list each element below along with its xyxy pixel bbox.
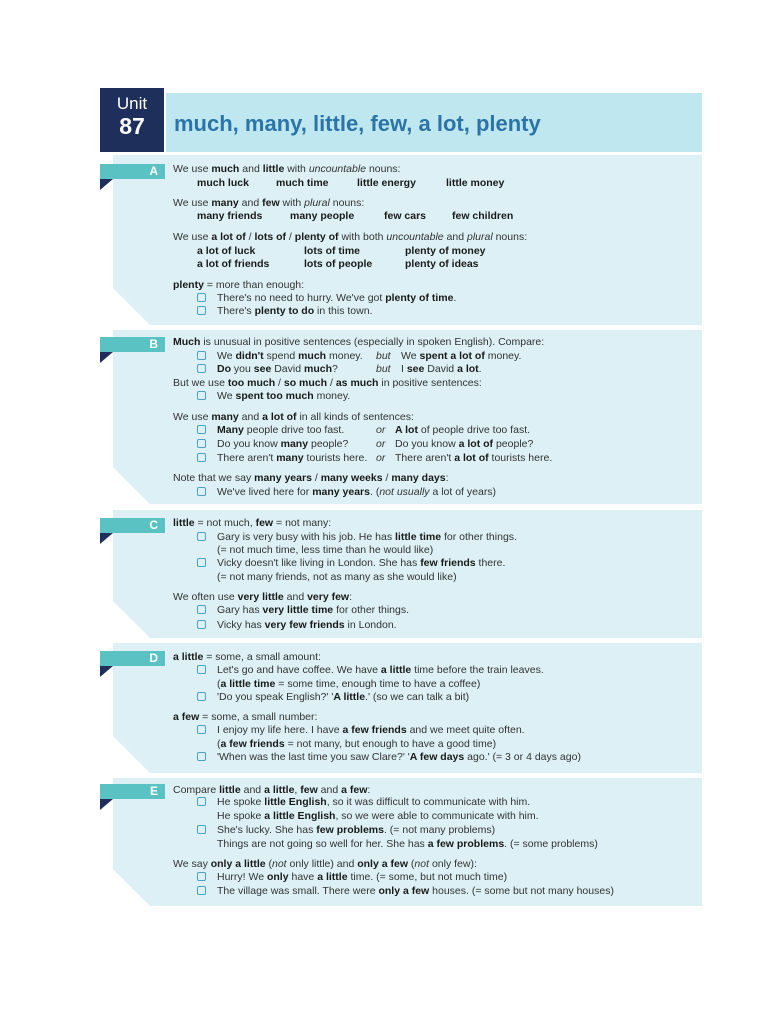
example-phrase: much luck <box>197 177 249 189</box>
checkbox-icon <box>197 665 206 674</box>
contrast-word: or <box>376 438 386 450</box>
example-sentence: 'When was the last time you saw Clare?' 'A few days ago.' (= 3 or 4 days ago) <box>217 751 581 763</box>
example-sentence: There's plenty to do in this town. <box>217 305 373 317</box>
example-sentence: We didn't spend much money. <box>217 350 363 362</box>
text-line: a little = some, a small amount: <box>173 651 321 663</box>
text-line: little = not much, few = not many: <box>173 517 332 529</box>
contrast-word: or <box>376 452 386 464</box>
example-sentence: Gary is very busy with his job. He has little time for other things. <box>217 531 517 543</box>
unit-badge <box>100 88 164 152</box>
text-line: We often use very little and very few: <box>173 591 353 603</box>
example-sentence: Gary has very little time for other things. <box>217 604 410 616</box>
example-phrase: lots of people <box>304 258 373 270</box>
contrast-word: or <box>376 424 386 436</box>
example-sentence: There aren't a lot of tourists here. <box>395 452 553 464</box>
example-phrase: plenty of money <box>405 245 486 257</box>
example-sentence: Vicky doesn't like living in London. She has few friends there. <box>217 557 506 569</box>
checkbox-icon <box>197 487 206 496</box>
text-line: We use many and few with plural nouns: <box>173 197 365 209</box>
example-phrase: few children <box>452 210 514 222</box>
checkbox-icon <box>197 364 206 373</box>
checkbox-icon <box>197 752 206 761</box>
explanation-line: (= not much time, less time than he would like) <box>217 544 434 556</box>
example-sentence: We spent too much money. <box>217 390 351 402</box>
example-sentence: She's lucky. She has few problems. (= not many problems) <box>217 824 496 836</box>
title-bar <box>166 93 702 152</box>
example-phrase: little money <box>446 177 505 189</box>
contrast-word: but <box>376 363 391 375</box>
checkbox-icon <box>197 825 206 834</box>
contrast-word: but <box>376 350 391 362</box>
page-title: much, many, little, few, a lot, plenty <box>174 111 541 136</box>
checkbox-icon <box>197 872 206 881</box>
text-line: Note that we say many years / many weeks / many days: <box>173 472 449 484</box>
example-phrase: a lot of luck <box>197 245 256 257</box>
checkbox-icon <box>197 620 206 629</box>
checkbox-icon <box>197 351 206 360</box>
checkbox-icon <box>197 293 206 302</box>
example-phrase: a lot of friends <box>197 258 270 270</box>
example-sentence: Let's go and have coffee. We have a little time before the train leaves. <box>217 664 544 676</box>
unit-header <box>100 88 702 152</box>
example-sentence: I see David a lot. <box>401 363 482 375</box>
section-b-tab-fold <box>100 352 113 363</box>
example-sentence: 'Do you speak English?' 'A little.' (so we can talk a bit) <box>217 691 470 703</box>
text-line: We use a lot of / lots of / plenty of with both uncountable and plural nouns: <box>173 231 528 243</box>
section-c-tab: C <box>100 518 165 533</box>
checkbox-icon <box>197 453 206 462</box>
example-phrase: little energy <box>357 177 416 189</box>
checkbox-icon <box>197 725 206 734</box>
checkbox-icon <box>197 797 206 806</box>
text-line: Much is unusual in positive sentences (especially in spoken English). Compare: <box>173 336 545 348</box>
example-sentence: I enjoy my life here. I have a few friends and we meet quite often. <box>217 724 525 736</box>
text-line: We say only a little (not only little) and only a few (not only few): <box>173 858 477 870</box>
example-sentence: We've lived here for many years. (not usually a lot of years) <box>217 486 497 498</box>
example-phrase: plenty of ideas <box>405 258 479 270</box>
checkbox-icon <box>197 391 206 400</box>
section-d-tab: D <box>100 651 165 666</box>
checkbox-icon <box>197 425 206 434</box>
example-sentence: There aren't many tourists here. <box>217 452 368 464</box>
example-sentence: Do you see David much? <box>217 363 338 375</box>
explanation-line: (a little time = some time, enough time to have a coffee) <box>217 678 481 690</box>
example-phrase: much time <box>276 177 329 189</box>
example-sentence: He spoke little English, so it was difficult to communicate with him. <box>217 796 531 808</box>
text-line: a few = some, a small number: <box>173 711 318 723</box>
example-sentence: He spoke a little English, so we were able to communicate with him. <box>217 810 539 822</box>
unit-number: 87 <box>119 113 145 139</box>
section-e-tab: E <box>100 784 165 799</box>
section-a-tab: A <box>100 164 165 179</box>
example-phrase: few cars <box>384 210 427 222</box>
example-sentence: There's no need to hurry. We've got plenty of time. <box>217 292 457 304</box>
checkbox-icon <box>197 306 206 315</box>
example-sentence: Vicky has very few friends in London. <box>217 619 397 631</box>
example-sentence: Do you know a lot of people? <box>395 438 534 450</box>
example-sentence: Many people drive too fast. <box>217 424 345 436</box>
section-e-tab-fold <box>100 799 113 810</box>
example-sentence: Do you know many people? <box>217 438 349 450</box>
example-phrase: many people <box>290 210 355 222</box>
section-c-tab-fold <box>100 533 113 544</box>
checkbox-icon <box>197 532 206 541</box>
example-phrase: lots of time <box>304 245 361 257</box>
checkbox-icon <box>197 692 206 701</box>
text-line: Compare little and a little, few and a few: <box>173 784 371 796</box>
example-sentence: The village was small. There were only a few houses. (= some but not many houses) <box>217 885 614 897</box>
text-line: We use many and a lot of in all kinds of sentences: <box>173 411 414 423</box>
unit-label: Unit <box>116 94 148 113</box>
text-line: But we use too much / so much / as much in positive sentences: <box>173 377 482 389</box>
text-line: plenty = more than enough: <box>173 279 305 291</box>
example-phrase: many friends <box>197 210 263 222</box>
section-a-tab-fold <box>100 179 113 190</box>
section-b-tab: B <box>100 337 165 352</box>
checkbox-icon <box>197 886 206 895</box>
section-d-tab-fold <box>100 666 113 677</box>
example-sentence: Hurry! We only have a little time. (= some, but not much time) <box>217 871 508 883</box>
checkbox-icon <box>197 605 206 614</box>
explanation-line: (= not many friends, not as many as she would like) <box>217 571 457 583</box>
explanation-line: (a few friends = not many, but enough to have a good time) <box>217 738 497 750</box>
example-sentence: Things are not going so well for her. She has a few problems. (= some problems) <box>217 838 598 850</box>
text-line: We use much and little with uncountable nouns: <box>173 163 401 175</box>
checkbox-icon <box>197 558 206 567</box>
example-sentence: A lot of people drive too fast. <box>395 424 531 436</box>
example-sentence: We spent a lot of money. <box>401 350 522 362</box>
checkbox-icon <box>197 439 206 448</box>
